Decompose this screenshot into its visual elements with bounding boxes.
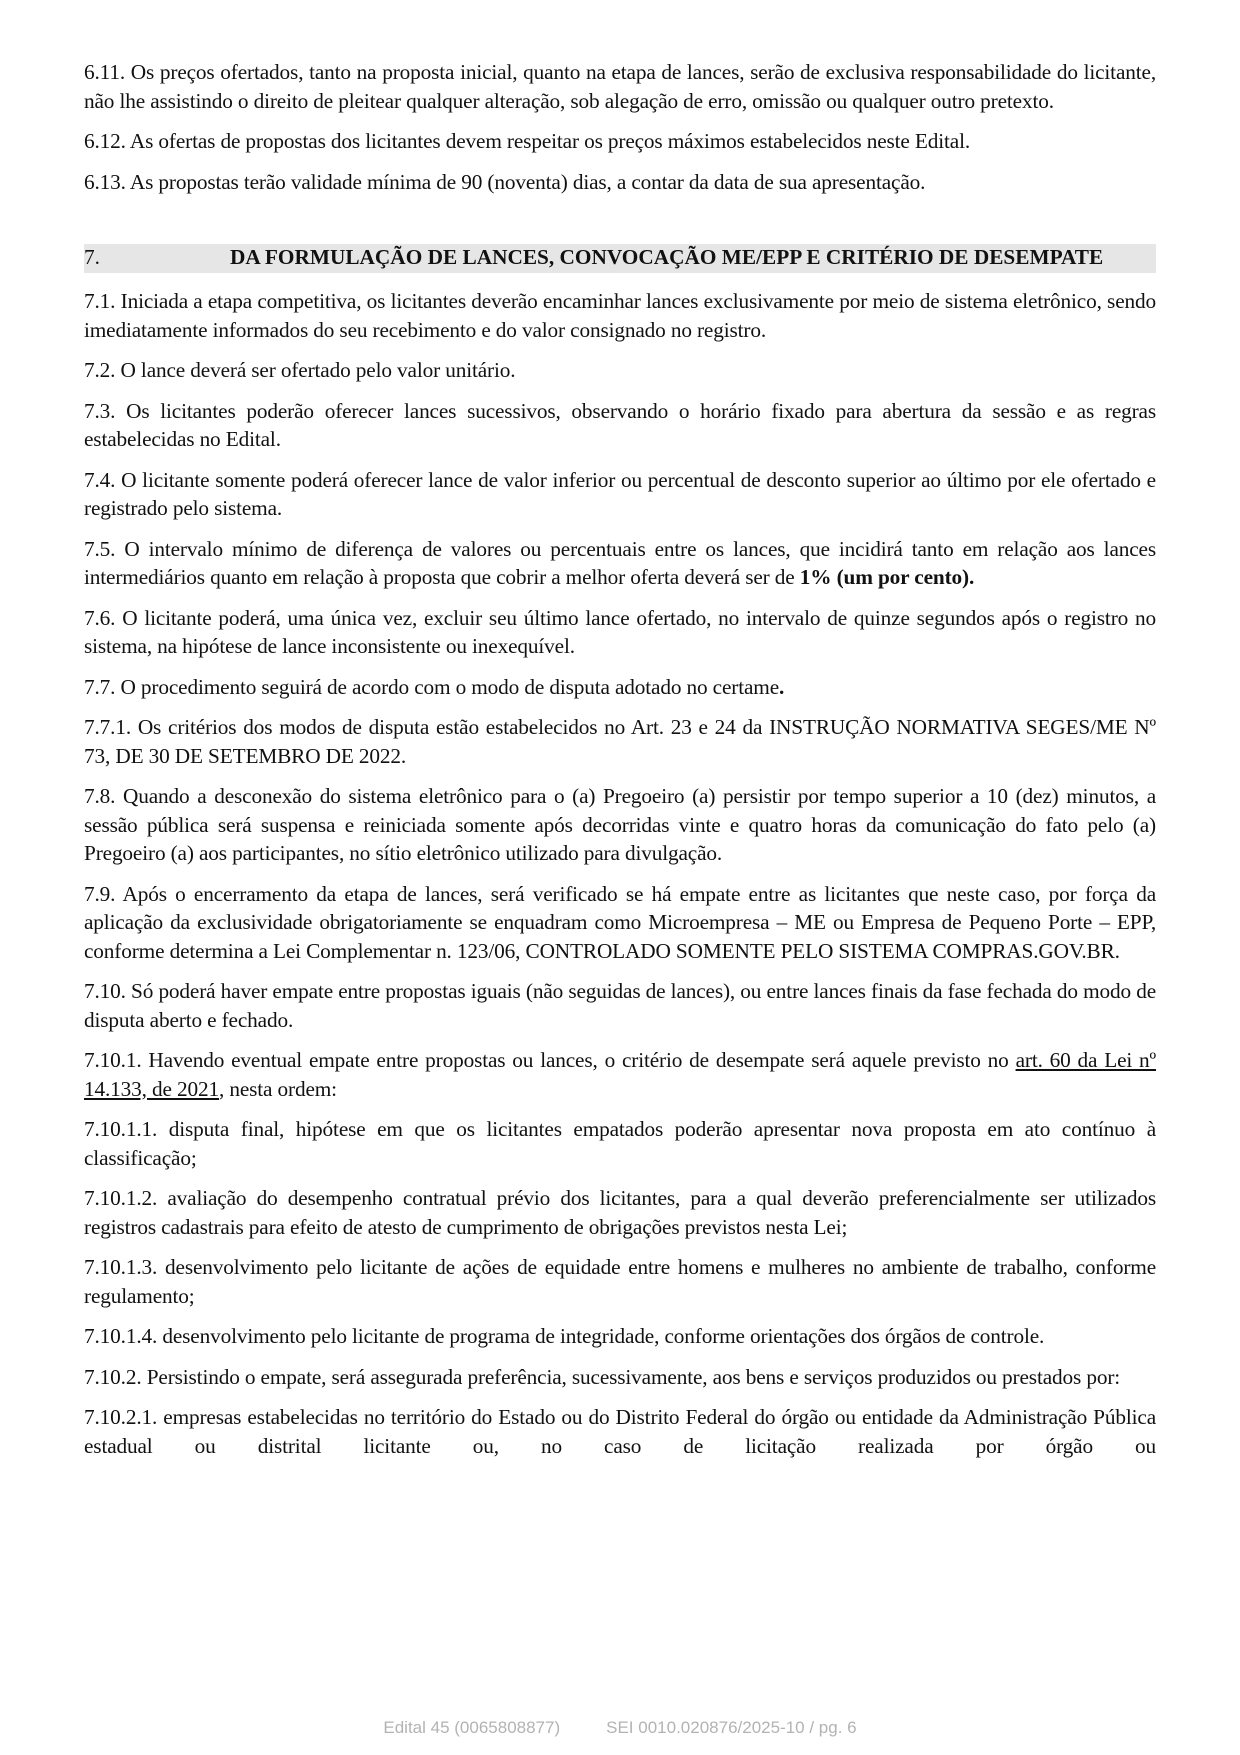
paragraph-7-6: 7.6. O licitante poderá, uma única vez, excluir seu último lance ofertado, no intervalo de quinze segundos após o registro no sistema, na hipótese de lance inconsistente ou inexequível.	[84, 605, 1156, 658]
section-7-number: 7.	[84, 245, 100, 269]
footer-document-ref: Edital 45 (0065808877)	[383, 1718, 561, 1737]
footer-sei-ref: SEI 0010.020876/2025-10 / pg. 6	[606, 1718, 857, 1737]
section-7-heading	[84, 244, 1156, 273]
paragraph-7-10-1-1: 7.10.1.1. disputa final, hipótese em que os licitantes empatados poderão apresentar nova proposta em ato contínuo à classificação;	[84, 1117, 1156, 1170]
paragraph-7-10-1	[84, 1046, 1156, 1103]
document-page	[84, 58, 1156, 1472]
paragraph-7-4: 7.4. O licitante somente poderá oferecer lance de valor inferior ou percentual de desconto superior ao último por ele ofertado e registrado pelo sistema.	[84, 467, 1156, 520]
paragraph-6-12: 6.12. As ofertas de propostas dos licitantes devem respeitar os preços máximos estabelecidos neste Edital.	[84, 129, 971, 153]
paragraph-7-10-1-3: 7.10.1.3. desenvolvimento pelo licitante de ações de equidade entre homens e mulheres no ambiente de trabalho, conforme regulamento;	[84, 1255, 1156, 1308]
paragraph-6-11: 6.11. Os preços ofertados, tanto na proposta inicial, quanto na etapa de lances, serão de exclusiva responsabilidade do licitante, não lhe assistindo o direito de pleitear qualquer alteração, sob alegação de erro, omissão ou qualquer outro pretexto.	[84, 60, 1156, 113]
paragraph-7-9: 7.9. Após o encerramento da etapa de lances, será verificado se há empate entre as licitantes que neste caso, por força da aplicação da exclusividade obrigatoriamente se enquadram como Microempresa – ME ou Empresa de Pequeno Porte – EPP, conforme determina a Lei Complementar n. 123/06, CONTROLADO SOMENTE PELO SISTEMA COMPRAS.GOV.BR.	[84, 881, 1156, 963]
paragraph-7-10-1-text: 7.10.1. Havendo eventual empate entre propostas ou lances, o critério de desempate será aquele previsto no	[84, 1048, 1016, 1072]
paragraph-7-7-text: 7.7. O procedimento seguirá de acordo com o modo de disputa adotado no certame	[84, 674, 780, 699]
paragraph-7-1: 7.1. Iniciada a etapa competitiva, os licitantes deverão encaminhar lances exclusivamente por meio de sistema eletrônico, sendo imediatamente informados do seu recebimento e do valor consignado no registro.	[84, 289, 1156, 342]
paragraph-7-7	[84, 673, 1156, 702]
paragraph-7-8: 7.8. Quando a desconexão do sistema eletrônico para o (a) Pregoeiro (a) persistir por tempo superior a 10 (dez) minutos, a sessão pública será suspensa e reiniciada somente após decorridas vinte e quatro horas da comunicação do fato pelo (a) Pregoeiro (a) aos participantes, no sítio eletrônico utilizado para divulgação.	[84, 784, 1156, 865]
paragraph-7-5	[84, 535, 1156, 592]
section-7-title: DA FORMULAÇÃO DE LANCES, CONVOCAÇÃO ME/EPP E CRITÉRIO DE DESEMPATE	[230, 245, 1104, 269]
paragraph-7-10: 7.10. Só poderá haver empate entre propostas iguais (não seguidas de lances), ou entre lances finais da fase fechada do modo de disputa aberto e fechado.	[84, 979, 1156, 1032]
paragraph-7-10-2-1: 7.10.2.1. empresas estabelecidas no território do Estado ou do Distrito Federal do órgão ou entidade da Administração Pública estadual ou distrital licitante ou, no caso de licitação realizada por órgão ou	[84, 1405, 1156, 1458]
paragraph-7-7-1: 7.7.1. Os critérios dos modos de disputa estão estabelecidos no Art. 23 e 24 da INSTRUÇÃO NORMATIVA SEGES/ME Nº 73, DE 30 DE SETEMBRO DE 2022.	[84, 715, 1156, 768]
paragraph-7-10-1-2: 7.10.1.2. avaliação do desempenho contratual prévio dos licitantes, para a qual deverão preferencialmente ser utilizados registros cadastrais para efeito de atesto de cumprimento de obrigações previstos nesta Lei;	[84, 1186, 1156, 1239]
paragraph-7-10-1-after: , nesta ordem:	[218, 1076, 337, 1101]
paragraph-7-7-bold-period: .	[779, 674, 785, 699]
paragraph-6-13: 6.13. As propostas terão validade mínima de 90 (noventa) dias, a contar da data de sua apresentação.	[84, 169, 926, 194]
paragraph-7-5-text: 7.5. O intervalo mínimo de diferença de valores ou percentuais entre os lances, que incidirá tanto em relação aos lances intermediários quanto em relação à proposta que cobrir a melhor oferta deverá ser de	[84, 536, 1156, 589]
paragraph-7-3: 7.3. Os licitantes poderão oferecer lances sucessivos, observando o horário fixado para abertura da sessão e as regras estabelecidas no Edital.	[84, 398, 1156, 451]
law-reference-link[interactable]: art. 60 da Lei nº 14.133, de 2021	[84, 1048, 1157, 1101]
paragraph-7-10-2: 7.10.2. Persistindo o empate, será assegurada preferência, sucessivamente, aos bens e serviços produzidos ou prestados por:	[84, 1364, 1121, 1389]
paragraph-7-5-bold: 1% (um por cento).	[799, 565, 975, 589]
paragraph-7-10-1-4: 7.10.1.4. desenvolvimento pelo licitante de programa de integridade, conforme orientações dos órgãos de controle.	[84, 1324, 1045, 1348]
paragraph-7-2: 7.2. O lance deverá ser ofertado pelo valor unitário.	[84, 358, 516, 382]
page-footer	[0, 1718, 1240, 1738]
